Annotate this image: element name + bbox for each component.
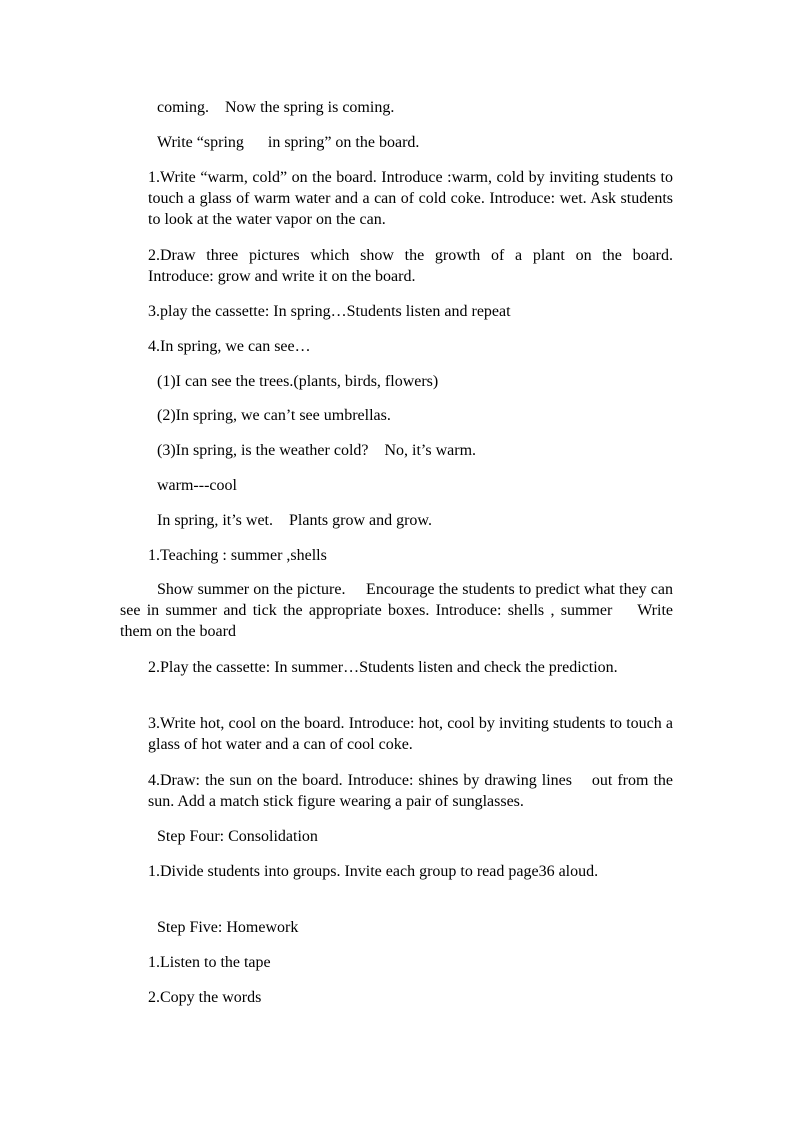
paragraph-warm-cold: 1.Write “warm, cold” on the board. Introduce :warm, cold by inviting students to touch a glass of warm water and a can of cold coke. Introduce: wet. Ask students to look at the water vapor on the can.	[148, 169, 677, 228]
paragraph-sub-3: (3)In spring, is the weather cold? No, it’s warm.	[157, 442, 477, 459]
paragraph-sub-1: (1)I can see the trees.(plants, birds, flowers)	[157, 373, 439, 390]
paragraph-spring-wet: In spring, it’s wet. Plants grow and grow.	[157, 512, 432, 529]
paragraph-in-spring-see: 4.In spring, we can see…	[148, 338, 311, 355]
paragraph-listen-tape: 1.Listen to the tape	[148, 954, 271, 971]
paragraph-teaching-summer: 1.Teaching : summer ,shells	[148, 547, 327, 564]
paragraph-write-spring: Write “spring in spring” on the board.	[157, 134, 420, 151]
paragraph-draw-plant: 2.Draw three pictures which show the growth of a plant on the board. Introduce: grow and write it on the board.	[148, 247, 689, 285]
paragraph-sub-2: (2)In spring, we can’t see umbrellas.	[157, 407, 391, 424]
paragraph-hot-cool: 3.Write hot, cool on the board. Introduce: hot, cool by inviting students to touch a glass of hot water and a can of cool coke.	[148, 715, 677, 753]
paragraph-spring-coming: coming. Now the spring is coming.	[157, 99, 395, 116]
heading-step-five: Step Five: Homework	[157, 919, 299, 936]
paragraph-copy-words: 2.Copy the words	[148, 989, 262, 1006]
paragraph-cassette-summer: 2.Play the cassette: In summer…Students listen and check the prediction.	[148, 659, 618, 676]
paragraph-cassette-spring: 3.play the cassette: In spring…Students listen and repeat	[148, 303, 511, 320]
paragraph-divide-groups: 1.Divide students into groups. Invite each group to read page36 aloud.	[148, 863, 599, 880]
heading-step-four: Step Four: Consolidation	[157, 828, 318, 845]
paragraph-draw-sun: 4.Draw: the sun on the board. Introduce: shines by drawing lines out from the sun. Add a match stick figure wearing a pair of sunglasses.	[148, 772, 677, 810]
paragraph-warm-cool: warm---cool	[157, 477, 237, 494]
paragraph-show-summer: Show summer on the picture. Encourage the students to predict what they can see in summer and tick the appropriate boxes. Introduce: shells , summer Write them on the board	[120, 581, 677, 640]
